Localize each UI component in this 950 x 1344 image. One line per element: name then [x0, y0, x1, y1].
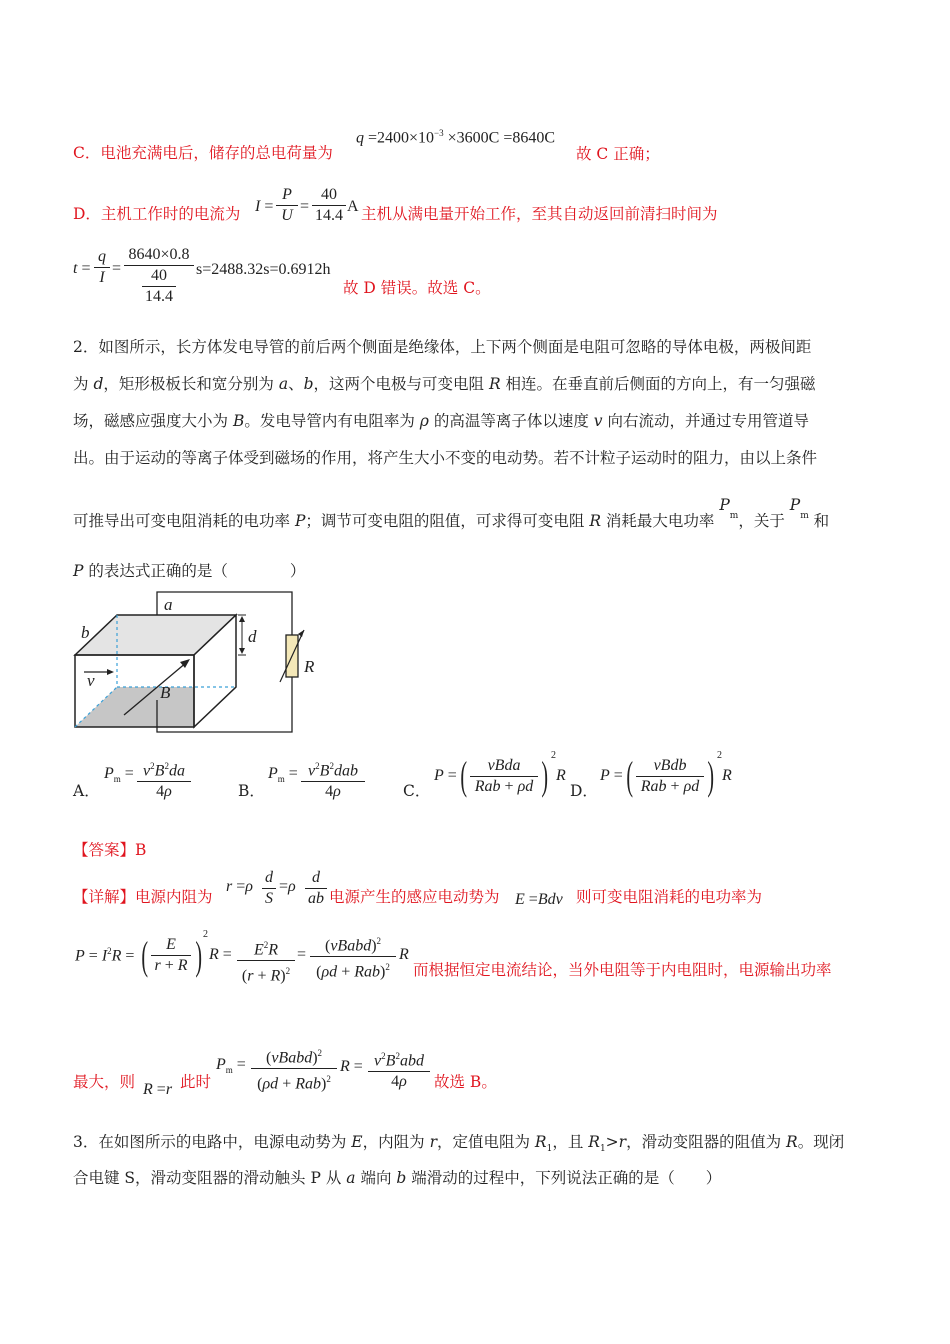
- generator-figure: [72, 590, 332, 736]
- question2-line6: P 的表达式正确的是（ ）: [73, 562, 306, 580]
- detail-text4: 而根据恒定电流结论，当外电阻等于内电阻时，电源输出功率: [413, 961, 832, 979]
- question3-line2: 合电键 S，滑动变阻器的滑动触头 P 从 a 端向 b 端滑动的过程中，下列说法正确的是（ ）: [73, 1169, 722, 1187]
- question2-line5: 可推导出可变电阻消耗的电功率 P；调节可变电阻的阻值，可求得可变电阻 R 消耗最大电功率 $P_m$，关于 $P_m$ 和: [73, 496, 830, 530]
- equals-sign-2: =: [112, 260, 122, 277]
- charge-formula: $q =2400\times 10^{-3} \times 3600C =8640C$: [356, 128, 556, 147]
- option-a-label: A．: [73, 782, 100, 800]
- emf-formula: E =Bdv: [515, 891, 563, 908]
- option-c-label: C．: [403, 782, 431, 800]
- time-fraction-qi: q I: [94, 248, 110, 287]
- question2-line1: 2．如图所示，长方体发电导管的前后两个侧面是绝缘体，上下两个侧面是电阻可忽略的导体电极，两极间距: [73, 338, 812, 356]
- label-d: d: [248, 627, 257, 646]
- question2-line2: 为 d，矩形极板长和宽分别为 a、b，这两个电极与可变电阻 R 相连。在垂直前后侧面的方向上，有一匀强磁: [73, 375, 816, 393]
- fraction-max-result: $v^2B^2abd$ 4ρ: [368, 1047, 430, 1091]
- question3-line1: 3．在如图所示的电路中，电源电动势为 E，内阻为 r，定值电阻为 $R_1$，且 $R_1>r$，滑动变阻器的阻值为 R。现闭: [73, 1133, 845, 1155]
- current-lhs: I =: [255, 198, 274, 215]
- option-d-label: D．: [570, 782, 598, 800]
- time-lhs: t =: [73, 260, 91, 277]
- fraction-d-ab: d ab: [305, 869, 327, 908]
- power-formula: $P = I^2R$ =: [75, 946, 135, 965]
- label-b: b: [81, 623, 90, 642]
- formula-rho: =ρ: [279, 878, 296, 895]
- label-B: B: [160, 683, 171, 702]
- max-power-formula: $P_m$ =: [216, 1056, 246, 1076]
- question2-line4: 出。由于运动的等离子体受到磁场的作用，将产生大小不变的电动势。若不计粒子运动时的阻力，由以上条件: [73, 449, 818, 467]
- option-b-formula: $P_m$ =: [268, 765, 298, 785]
- option-d-text: D．主机工作时的电流为: [73, 205, 241, 223]
- unit-a: A: [347, 198, 359, 215]
- fraction-vbabd: (vBabd)$^2$ (ρd + Rab)$^2$: [310, 932, 396, 982]
- option-d-text-b: 主机从满电量开始工作，至其自动返回前清扫时间为: [361, 205, 718, 223]
- question2-line3: 场，磁感应强度大小为 B。发电导管内有电阻率为 ρ 的高温等离子体以速度 v 向右流动，并通过专用管道导: [73, 412, 809, 430]
- option-b-fraction: $v^2B^2dab$ 4ρ: [301, 757, 365, 801]
- option-d-formula: P =: [600, 767, 623, 784]
- time-fraction-values: 8640×0.8 40 14.4: [124, 246, 194, 306]
- fraction-e-rr: E r + R: [151, 936, 191, 975]
- current-fraction-values: 40 14.4: [312, 186, 346, 225]
- detail-text2: 电源产生的感应电动势为: [329, 888, 500, 906]
- detail-text6: 此时: [180, 1073, 212, 1091]
- fraction-max: (vBabd)$^2$ (ρd + Rab)$^2$: [251, 1044, 337, 1094]
- r-equals-r: R =r: [143, 1081, 173, 1098]
- answer: 【答案】B: [73, 841, 147, 859]
- option-a-fraction: $v^2B^2da$ 4ρ: [137, 757, 191, 801]
- option-b-label: B．: [238, 782, 265, 800]
- internal-resistance-formula: r =ρ: [226, 878, 253, 895]
- time-result: s=2488.32s=0.6912h: [196, 261, 331, 278]
- detail-label: 【详解】电源内阻为: [73, 888, 213, 906]
- detail-text7: 故选 B。: [434, 1073, 497, 1091]
- detail-text5: 最大，则: [73, 1073, 136, 1091]
- option-c-formula: P =: [434, 767, 457, 784]
- option-d-fraction: vBdb Rab + ρd: [636, 757, 704, 796]
- option-a-formula: $P_m$ =: [104, 765, 134, 785]
- option-c-fraction: vBda Rab + ρd: [470, 757, 538, 796]
- label-v: v: [87, 671, 95, 690]
- label-a: a: [164, 595, 173, 614]
- label-R: R: [304, 657, 315, 676]
- option-c-conclusion: 故 C 正确；: [576, 145, 660, 163]
- fraction-d-s: d S: [262, 869, 276, 908]
- fraction-e2r: $E^2R$ $(r + R)^2$: [237, 936, 295, 986]
- option-c-text: C．电池充满电后，储存的总电荷量为: [73, 144, 333, 162]
- option-d-conclusion: 故 D 错误。故选 C。: [343, 279, 491, 297]
- equals-sign: =: [300, 198, 310, 215]
- detail-text3: 则可变电阻消耗的电功率为: [576, 888, 763, 906]
- current-fraction-pu: P U: [276, 186, 298, 225]
